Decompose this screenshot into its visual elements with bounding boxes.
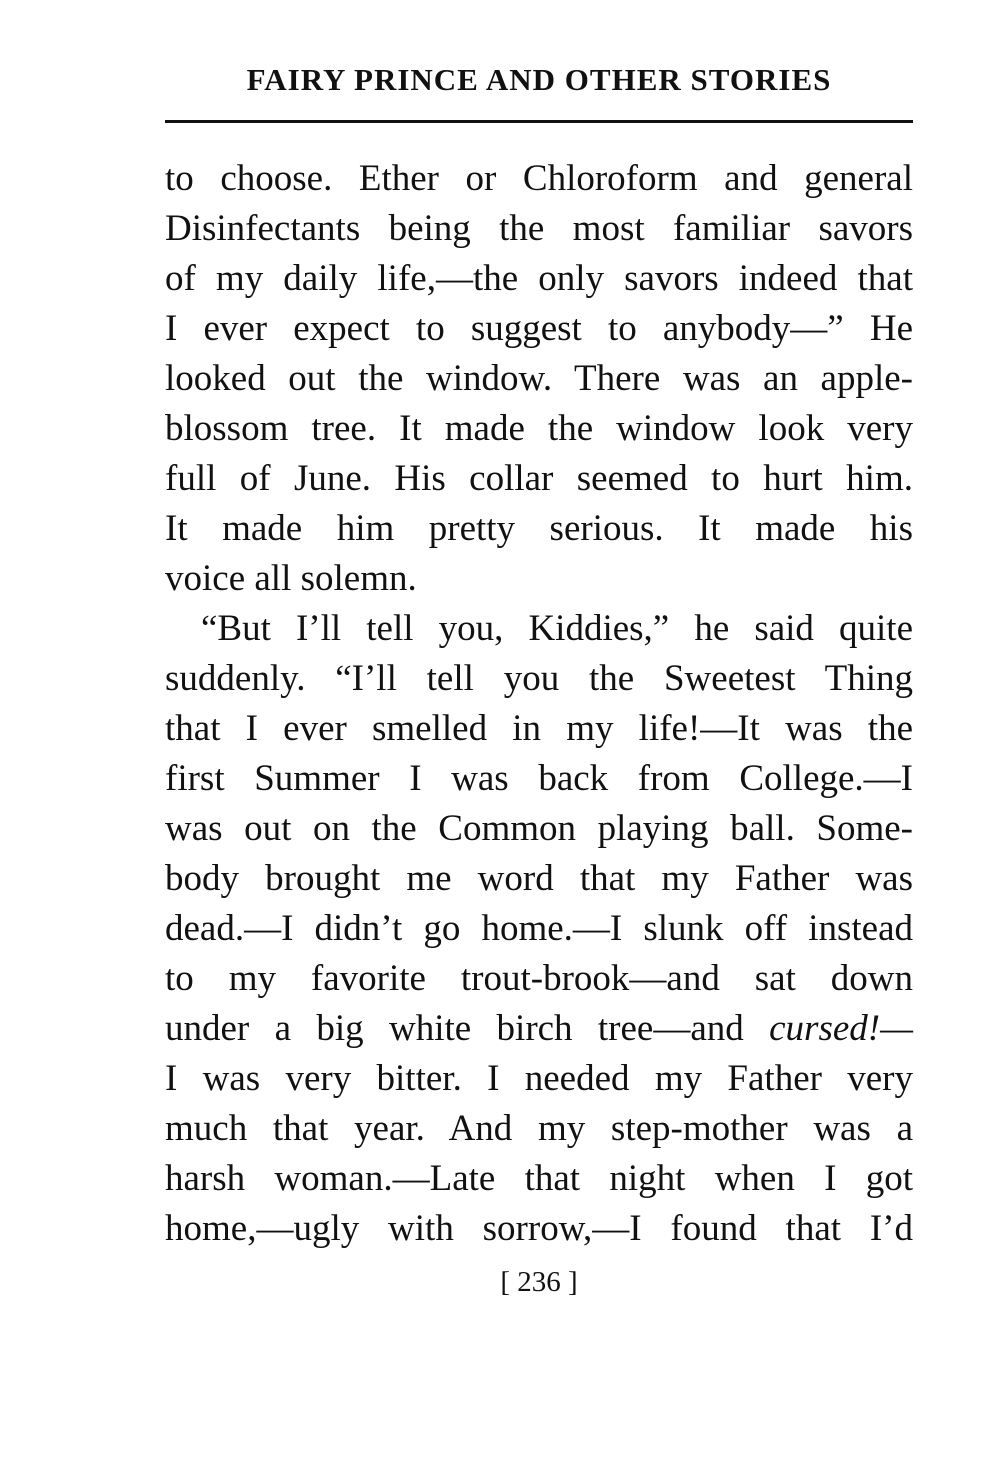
text-line: “But I’ll tell you, Kiddies,” he said quite [201,608,913,649]
header-rule [165,120,913,123]
text-line: Disinfectants being the most familiar savors [165,208,913,249]
text-line: blossom tree. It made the window look very [165,408,913,449]
text-line: home,—ugly with sorrow,—I found that I’d [165,1208,913,1249]
running-title: FAIRY PRINCE AND OTHER STORIES [246,62,832,97]
body-text [165,154,913,1254]
text-line: was out on the Common playing ball. Some- [165,808,913,849]
text-line: harsh woman.—Late that night when I got [165,1158,913,1199]
text-line: body brought me word that my Father was [165,858,913,899]
text-line: It made him pretty serious. It made his [165,508,913,549]
text-line: suddenly. “I’ll tell you the Sweetest Thing [165,658,913,699]
text-line: much that year. And my step-mother was a [165,1108,913,1149]
text-line: I ever expect to suggest to anybody—” He [165,308,913,349]
text-line: to my favorite trout-brook—and sat down [165,958,913,999]
text-segment: under a big white birch tree—and [165,1008,770,1049]
text-line: first Summer I was back from College.—I [165,758,913,799]
text-line: I was very bitter. I needed my Father very [165,1058,913,1099]
text-line: full of June. His collar seemed to hurt him. [165,458,913,499]
text-line: of my daily life,—the only savors indeed that [165,258,913,299]
text-line: dead.—I didn’t go home.—I slunk off instead [165,908,913,949]
text-line: to choose. Ether or Chloroform and general [165,158,913,199]
italic-word: cursed!— [769,1008,913,1049]
text-line: looked out the window. There was an apple- [165,358,913,399]
text-line-with-italic [165,1004,913,1054]
text-line: voice all solemn. [165,558,417,599]
text-line: that I ever smelled in my life!—It was the [165,708,913,749]
page-number: [ 236 ] [500,1266,578,1298]
